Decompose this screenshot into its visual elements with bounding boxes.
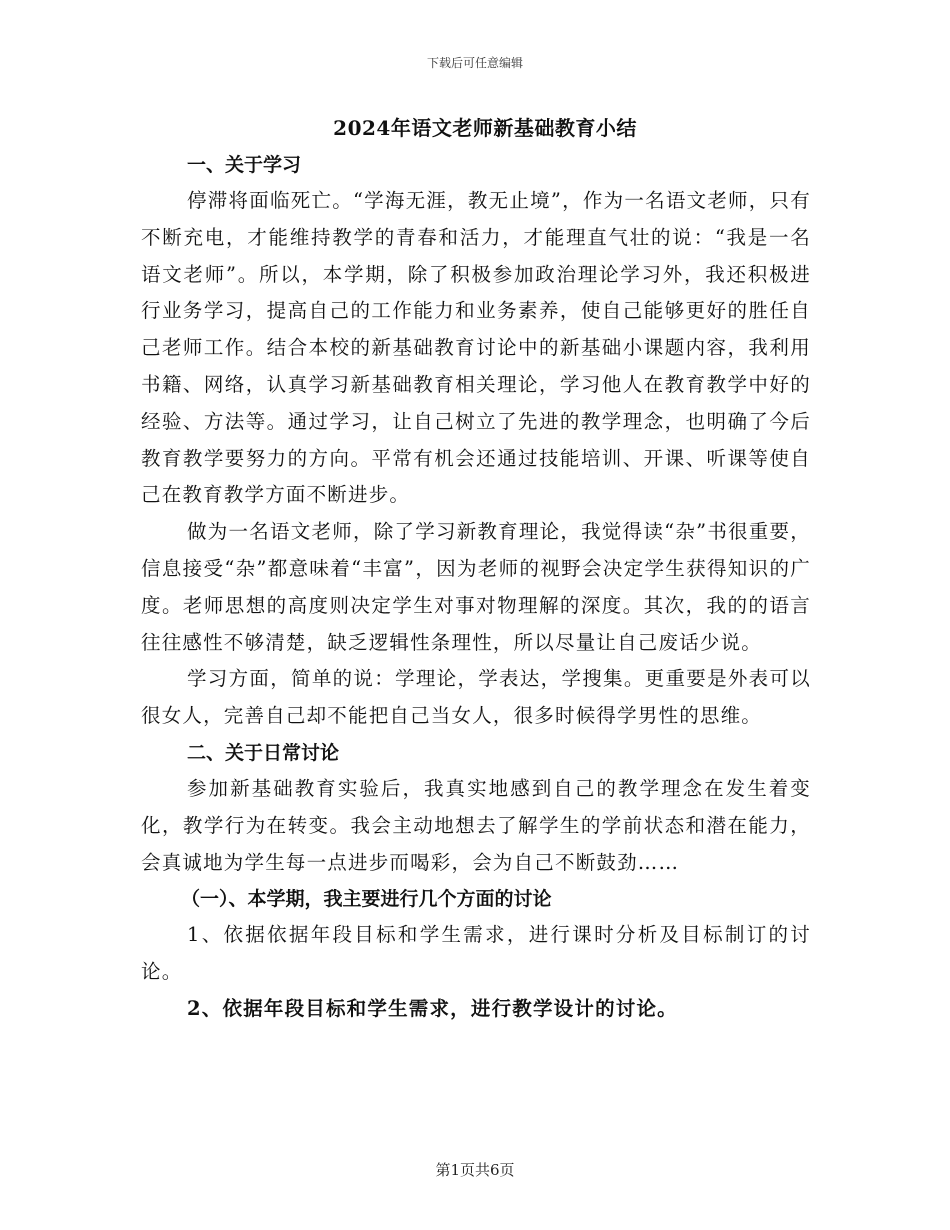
document-body <box>141 112 811 1028</box>
document-title: 2024年语文老师新基础教育小结 <box>333 116 637 140</box>
paragraph: 做为一名语文老师，除了学习新教育理论，我觉得读“杂”书很重要，信息接受“杂”都意味着“丰富”，因为老师的视野会决定学生获得知识的广度。老师思想的高度则决定学生对事对物理解的深度。其次，我的的语言往往感性不够清楚，缺乏逻辑性条理性，所以尽量让自己废话少说。 <box>141 520 811 654</box>
paragraph: 参加新基础教育实验后，我真实地感到自己的教学理念在发生着变化，教学行为在转变。我会主动地想去了解学生的学前状态和潜在能力，会真诚地为学生每一点进步而喝彩，会为自己不断鼓劲…… <box>141 776 811 874</box>
list-item: 2、依据年段目标和学生需求，进行教学设计的讨论。 <box>187 996 678 1020</box>
paragraph: 停滞将面临死亡。“学海无涯，教无止境”，作为一名语文老师，只有不断充电，才能维持教学的青春和活力，才能理直气壮的说：“我是一名语文老师”。所以，本学期，除了积极参加政治理论学习外，我还积极进行业务学习，提高自己的工作能力和业务素养，使自己能够更好的胜任自己老师工作。结合本校的新基础教育讨论中的新基础小课题内容，我利用书籍、网络，认真学习新基础教育相关理论，学习他人在教育教学中好的经验、方法等。通过学习，让自己树立了先进的教学理念，也明确了今后教育教学要努力的方向。平常有机会还通过技能培训、开课、听课等使自己在教育教学方面不断进步。 <box>141 189 811 507</box>
section-heading-discussion: 二、关于日常讨论 <box>187 741 340 764</box>
page-footer-number: 第1页共6页 <box>435 1161 515 1179</box>
page-header-note: 下载后可任意编辑 <box>426 56 523 70</box>
list-item: 1、依据依据年段目标和学生需求，进行课时分析及目标制订的讨论。 <box>141 923 811 984</box>
subsection-heading: （一）、本学期，我主要进行几个方面的讨论 <box>181 888 552 911</box>
paragraph: 学习方面，简单的说：学理论，学表达，学搜集。更重要是外表可以很女人，完善自己却不能把自己当女人，很多时候得学男性的思维。 <box>141 667 811 728</box>
section-heading-study: 一、关于学习 <box>187 154 302 176</box>
